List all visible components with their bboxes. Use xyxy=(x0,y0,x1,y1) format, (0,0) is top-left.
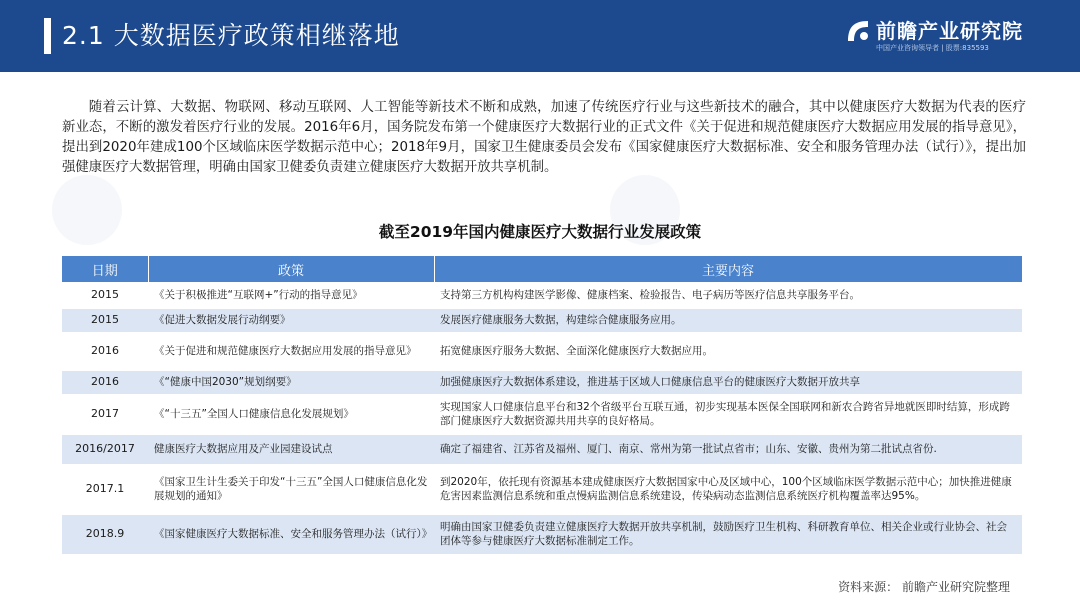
brand-logo xyxy=(844,13,1024,61)
row-policy: 《关于积极推进“互联网+”行动的指导意见》 xyxy=(148,282,434,308)
table-row xyxy=(62,332,1022,370)
table-row xyxy=(62,308,1022,332)
row-date: 2015 xyxy=(62,282,148,308)
row-policy: 《国家健康医疗大数据标准、安全和服务管理办法（试行）》 xyxy=(148,514,434,554)
table-row xyxy=(62,370,1022,394)
row-date: 2017.1 xyxy=(62,464,148,514)
table-row xyxy=(62,394,1022,434)
row-policy: 健康医疗大数据应用及产业园建设试点 xyxy=(148,434,434,464)
table-title: 截至2019年国内健康医疗大数据行业发展政策 xyxy=(378,223,702,241)
section-title: 2.1 大数据医疗政策相继落地 xyxy=(62,21,400,50)
row-policy: 《关于促进和规范健康医疗大数据应用发展的指导意见》 xyxy=(148,332,434,370)
row-date: 2018.9 xyxy=(62,514,148,554)
policy-table xyxy=(62,256,1023,555)
row-content: 支持第三方机构构建医学影像、健康档案、检验报告、电子病历等医疗信息共享服务平台。 xyxy=(434,282,1022,308)
row-date: 2016/2017 xyxy=(62,434,148,464)
row-content: 实现国家人口健康信息平台和32个省级平台互联互通，初步实现基本医保全国联网和新农合跨省异地就医即时结算，形成跨部门健康医疗大数据资源共用共享的良好格局。 xyxy=(434,394,1022,434)
intro-text: 随着云计算、大数据、物联网、移动互联网、人工智能等新技术不断和成熟，加速了传统医疗行业与这些新技术的融合，其中以健康医疗大数据为代表的医疗新业态，不断的激发着医疗行业的发展。2016年6月，国务院发布第一个健康医疗大数据行业的正式文件《关于促进和规范健康医疗大数据应用发展的指导意见》，提出到2020年建成100个区域临床医学数据示范中心；2018年9月，国家卫生健康委员会发布《国家健康医疗大数据标准、安全和服务管理办法（试行）》，提出加强健康医疗大数据管理，明确由国家卫健委负责建立健康医疗大数据开放共享机制。 xyxy=(62,100,1026,175)
row-policy: 《促进大数据发展行动纲要》 xyxy=(148,308,434,332)
header-content: 主要内容 xyxy=(434,256,1022,282)
row-content: 加强健康医疗大数据体系建设，推进基于区域人口健康信息平台的健康医疗大数据开放共享 xyxy=(434,370,1022,394)
table-row xyxy=(62,434,1022,464)
table-row xyxy=(62,282,1022,308)
row-content: 明确由国家卫健委负责建立健康医疗大数据开放共享机制，鼓励医疗卫生机构、科研教育单位、相关企业或行业协会、社会团体等参与健康医疗大数据标准制定工作。 xyxy=(434,514,1022,554)
brand-logo-icon xyxy=(844,17,872,45)
row-date: 2017 xyxy=(62,394,148,434)
brand-tagline: 中国产业咨询领导者 | 股票:835593 xyxy=(876,44,989,52)
table-header-row xyxy=(62,256,1022,282)
table-row xyxy=(62,514,1022,554)
header-date: 日期 xyxy=(62,256,148,282)
header-banner xyxy=(0,0,1080,72)
header-policy: 政策 xyxy=(148,256,434,282)
row-content: 确定了福建省、江苏省及福州、厦门、南京、常州为第一批试点省市；山东、安徽、贵州为第二批试点省份. xyxy=(434,434,1022,464)
table-row xyxy=(62,464,1022,514)
row-date: 2016 xyxy=(62,332,148,370)
row-content: 到2020年，依托现有资源基本建成健康医疗大数据国家中心及区域中心，100个区域临床医学数据示范中心；加快推进健康危害因素监测信息系统和重点慢病监测信息系统建设，传染病动态监测信息系统医疗机构覆盖率达95%。 xyxy=(434,464,1022,514)
row-policy: 《“健康中国2030”规划纲要》 xyxy=(148,370,434,394)
intro-paragraph xyxy=(62,98,1026,178)
row-policy: 《国家卫生计生委关于印发“十三五”全国人口健康信息化发展规划的通知》 xyxy=(148,464,434,514)
brand-name: 前瞻产业研究院 xyxy=(876,19,1023,43)
row-content: 发展医疗健康服务大数据，构建综合健康服务应用。 xyxy=(434,308,1022,332)
row-policy: 《“十三五”全国人口健康信息化发展规划》 xyxy=(148,394,434,434)
row-content: 拓宽健康医疗服务大数据、全面深化健康医疗大数据应用。 xyxy=(434,332,1022,370)
source-note: 资料来源： 前瞻产业研究院整理 xyxy=(838,580,1010,594)
row-date: 2015 xyxy=(62,308,148,332)
row-date: 2016 xyxy=(62,370,148,394)
title-accent-bar xyxy=(44,18,51,54)
